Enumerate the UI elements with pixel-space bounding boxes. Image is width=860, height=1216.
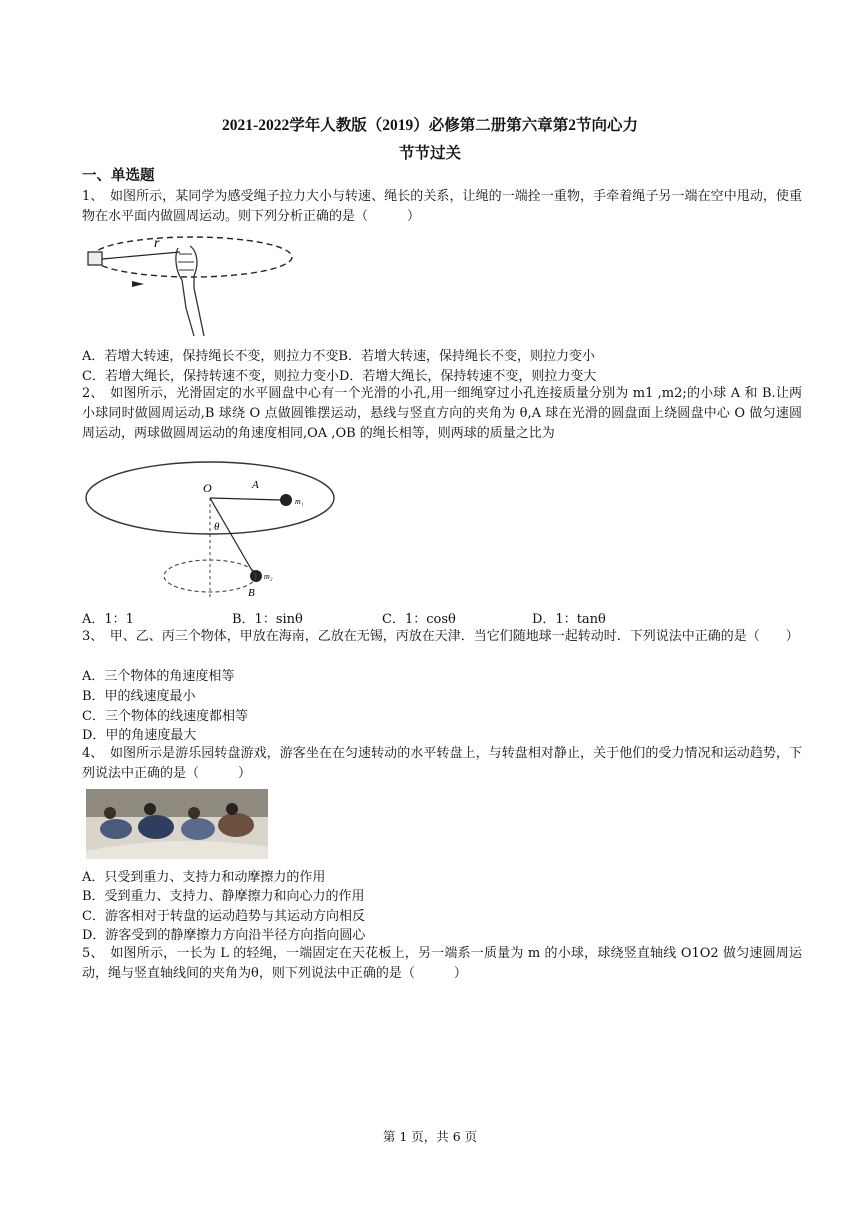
point-a-label: A (252, 479, 259, 491)
page-title: 2021-2022学年人教版（2019）必修第二册第六章第2节向心力 (222, 117, 638, 134)
mass-2-label: m₂ (264, 572, 273, 581)
question-2-option-c: C．1：cosθ (382, 612, 456, 627)
point-o-label: O (203, 481, 212, 495)
radius-label: r (154, 236, 160, 251)
mass-1-label: m₁ (295, 497, 304, 506)
theta-label: θ (214, 521, 220, 533)
question-4-text: 4、 如图所示是游乐园转盘游戏，游客坐在在匀速转动的水平转盘上，与转盘相对静止，关于他们的受力情况和运动趋势，下列说法中正确的是（ ） (82, 746, 802, 781)
question-1-options-ab: A．若增大转速，保持绳长不变，则拉力不变B．若增大转速，保持绳长不变，则拉力变小 (82, 349, 595, 364)
question-3-option-b: B．甲的线速度最小 (82, 689, 196, 704)
question-4-option-a: A．只受到重力、支持力和动摩擦力的作用 (82, 870, 326, 885)
turntable-photo (86, 789, 268, 859)
question-2-option-d: D．1：tanθ (532, 612, 606, 627)
section-heading: 一、单选题 (82, 167, 155, 184)
question-5-text: 5、 如图所示，一长为 L 的轻绳，一端固定在天花板上，另一端系一质量为 m 的小球，球绕竖直轴线 O1O2 做匀速圆周运动，绳与竖直轴线间的夹角为θ，则下列说法中正确的是（ ） (82, 946, 802, 981)
question-2-text: 2、 如图所示，光滑固定的水平圆盘中心有一个光滑的小孔,用一细绳穿过小孔连接质量分别为 m1 ,m2;的小球 A 和 B.让两小球同时做圆周运动,B 球绕 O 点做圆锥摆运动，悬线与竖直方向的夹角为 θ,A 球在光滑的圆盘面上绕圆盘中心 O 做匀速圆周运动，两球做圆周运动的角速度相同,OA ,OB 的绳长相等，则两球的质量之比为 (82, 386, 802, 441)
question-2-option-b: B．1：sinθ (232, 612, 303, 627)
conical-pendulum-figure (82, 458, 338, 604)
question-3-option-d: D．甲的角速度最大 (82, 728, 197, 743)
question-3-option-a: A．三个物体的角速度相等 (82, 669, 235, 684)
question-3-text: 3、 甲、乙、丙三个物体，甲放在海南，乙放在无锡，丙放在天津．当它们随地球一起转动时．下列说法中正确的是（ ） (82, 629, 799, 644)
question-4-option-d: D．游客受到的静摩擦力方向沿半径方向指向圆心 (82, 928, 366, 943)
question-4-option-c: C．游客相对于转盘的运动趋势与其运动方向相反 (82, 909, 365, 924)
page-footer: 第 1 页，共 6 页 (382, 1129, 478, 1144)
question-1-text: 1、 如图所示，某同学为感受绳子拉力大小与转速、绳长的关系，让绳的一端拴一重物，手牵着绳子另一端在空中甩动，使重物在水平面内做圆周运动。则下列分析正确的是（ ） (82, 189, 802, 224)
point-b-label: B (248, 587, 255, 599)
rope-rotation-figure (82, 232, 297, 340)
question-3-option-c: C．三个物体的线速度都相等 (82, 709, 248, 724)
question-4-option-b: B．受到重力、支持力、静摩擦力和向心力的作用 (82, 889, 365, 904)
page-subtitle: 节节过关 (398, 145, 461, 162)
question-2-option-a: A．1：1 (82, 612, 134, 627)
question-1-options-cd: C．若增大绳长，保持转速不变，则拉力变小D．若增大绳长，保持转速不变，则拉力变大 (82, 369, 597, 384)
